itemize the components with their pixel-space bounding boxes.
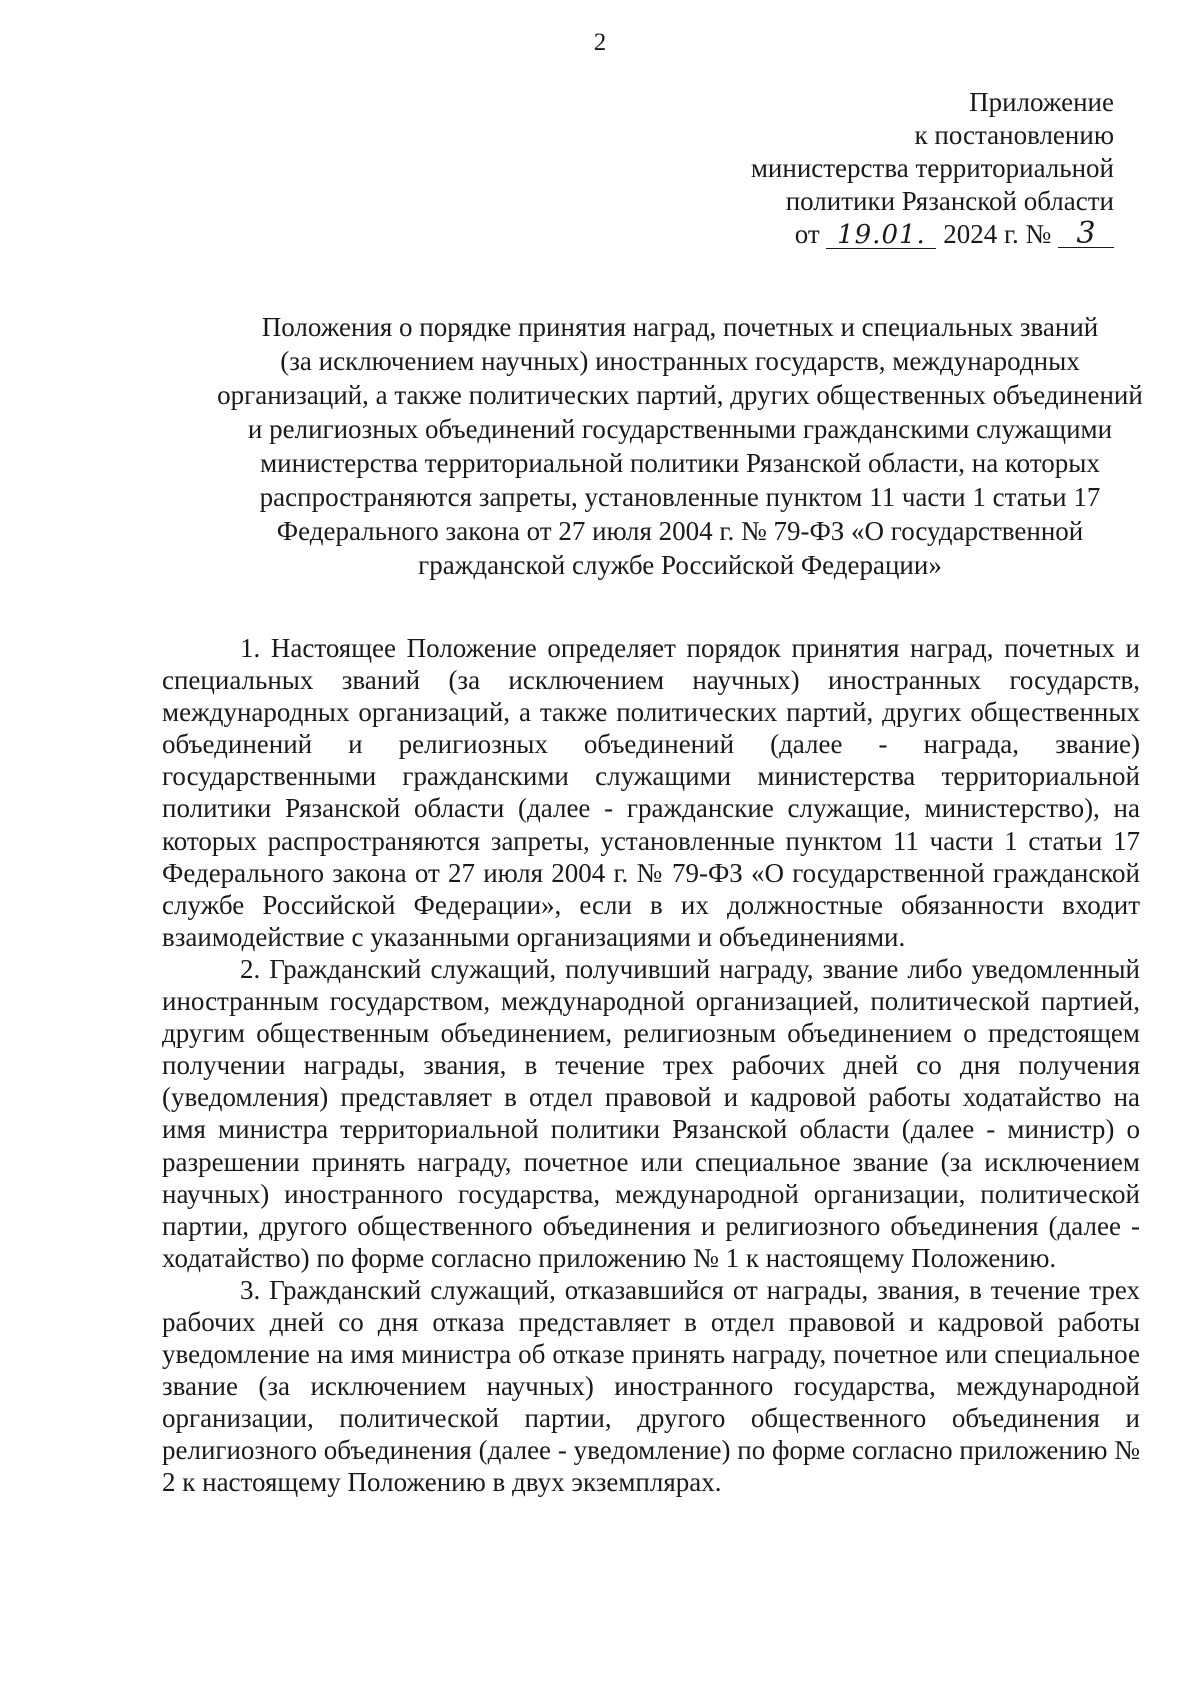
paragraph-1: 1. Настоящее Положение определяет порядок принятия наград, почетных и специальных званий (за исключением научных) иностранных государств, международных организаций, а также политических партий, других общественных объединений и религиозных объединений (далее - награда, звание) государственными гражданскими служащими министерства территориальной политики Рязанской области (далее - гражданские служащие, министерство), на которых распространяются запреты, установленные пунктом 11 части 1 статьи 17 Федерального закона от 27 июля 2004 г. № 79-ФЗ «О государственной гражданской службе Российской Федерации», если в их должностные обязанности входит взаимодействие с указанными организациями и объединениями. [162,633,1140,952]
year-text: 2024 г. № [943,219,1052,249]
document-title [200,310,1160,582]
title-line: организаций, а также политических партий, других общественных объединений [217,380,1143,410]
title-line: гражданской службе Российской Федерации» [418,550,942,580]
appendix-block [554,86,1114,251]
document-body [162,632,1140,1499]
title-line: министерства территориальной политики Рязанской области, на которых [260,448,1100,478]
appendix-line-1: Приложение [969,87,1114,117]
appendix-line-3: министерства территориальной [750,153,1114,183]
date-prefix: от [794,219,820,249]
title-line: Федерального закона от 27 июля 2004 г. № 79-ФЗ «О государственной [276,516,1084,546]
title-line: (за исключением научных) иностранных государств, международных [280,346,1080,376]
appendix-line-4: политики Рязанской области [785,186,1114,216]
paragraph-2: 2. Гражданский служащий, получивший награду, звание либо уведомленный иностранным государством, международной организацией, политической партией, другим общественным объединением, религиозным объединением о предстоящем получении награды, звания, в течение трех рабочих дней со дня получения (уведомления) представляет в отдел правовой и кадровой работы ходатайство на имя министра территориальной политики Рязанской области (далее - министр) о разрешении принять награду, почетное или специальное звание (за исключением научных) иностранного государства, международной организации, политической партии, другого общественного объединения и религиозного объединения (далее - ходатайство) по форме согласно приложению № 1 к настоящему Положению. [162,953,1140,1273]
handwritten-date: 19.01. [826,222,936,249]
title-line: и религиозных объединений государственными гражданскими служащими [247,414,1113,444]
handwritten-number: 3 [1058,221,1114,248]
title-line: распространяются запреты, установленные пунктом 11 части 1 статьи 17 [259,482,1101,512]
page-number: 2 [593,29,607,56]
appendix-date-line [554,218,1114,251]
appendix-line-2: к постановлению [914,120,1114,150]
title-line: Положения о порядке принятия наград, почетных и специальных званий [261,312,1099,342]
paragraph-3: 3. Гражданский служащий, отказавшийся от награды, звания, в течение трех рабочих дней со дня отказа представляет в отдел правовой и кадровой работы уведомление на имя министра об отказе принять награду, почетное или специальное звание (за исключением научных) иностранного государства, международной организации, политической партии, другого общественного объединения и религиозного объединения (далее - уведомление) по форме согласно приложению № 2 к настоящему Положению в двух экземплярах. [162,1274,1140,1498]
